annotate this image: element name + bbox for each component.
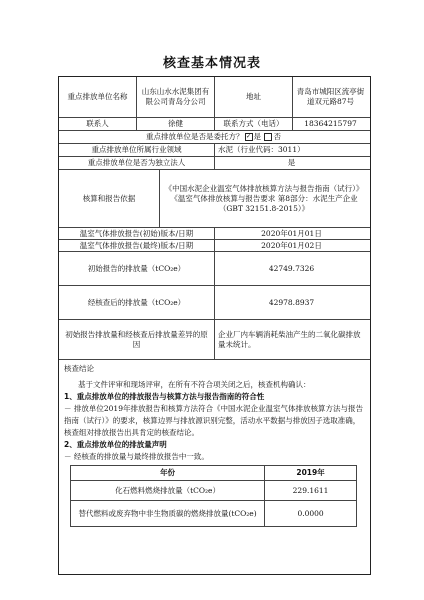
address-label: 地址 <box>214 77 292 117</box>
no-checkbox[interactable] <box>264 133 272 141</box>
legal-value: 是 <box>214 157 368 169</box>
table-row <box>59 227 370 239</box>
contact-label: 联系人 <box>86 119 109 128</box>
alt-fuel-value: 0.0000 <box>264 501 356 526</box>
verified-emission-value: 42978.8937 <box>214 286 368 319</box>
year-header-label: 年份 <box>160 468 176 477</box>
address-value: 青岛市城阳区流亭街道双元路87号 <box>292 77 368 117</box>
table-row <box>59 239 370 251</box>
industry-label: 重点排放单位所属行业领域 <box>91 145 182 154</box>
name-label: 重点排放单位名称 <box>67 92 128 101</box>
table-row <box>71 466 356 480</box>
fossil-fuel-value: 229.1611 <box>264 481 356 500</box>
name-value: 山东山水水泥集团有限公司青岛分公司 <box>136 77 214 117</box>
conclusion-section <box>59 359 370 574</box>
table-row <box>59 143 370 156</box>
page-title: 核查基本情况表 <box>162 56 261 71</box>
table-row <box>59 156 370 169</box>
table-row <box>59 319 370 359</box>
emission-summary-table <box>70 465 357 527</box>
final-date-label: 温室气体排放报告(最终)版本/日期 <box>79 240 194 250</box>
industry-value: 水泥（行业代码：3011） <box>214 144 368 156</box>
section-2-title: 2、重点排放单位的排放量声明 <box>64 440 167 449</box>
yes-label: 是 <box>253 132 262 141</box>
table-row <box>59 251 370 285</box>
year-header-value: 2019年 <box>264 466 356 480</box>
table-row <box>59 169 370 227</box>
table-row <box>59 285 370 319</box>
init-date-label: 温室气体排放报告(初始)版本/日期 <box>79 228 194 238</box>
section-2-body: － 经核查的排放量与最终排放报告中一致。 <box>64 452 209 461</box>
legal-label: 重点排放单位是否为独立法人 <box>87 158 186 167</box>
conclusion-block <box>59 360 368 574</box>
table-row <box>59 130 370 143</box>
table-row <box>59 117 370 130</box>
init-emission-label: 初始报告的排放量（tCO₂e） <box>87 263 186 273</box>
table-row <box>71 500 356 526</box>
diff-label: 初始报告排放量和经核查后排放量差异的原因 <box>65 329 208 349</box>
entrusted-question <box>59 131 368 143</box>
init-date-value: 2020年01月01日 <box>214 228 368 239</box>
yes-checkbox[interactable]: ✓ <box>246 133 252 140</box>
basis-label: 核算和报告依据 <box>82 193 136 203</box>
contact-value: 徐健 <box>136 118 214 130</box>
verified-emission-label: 经核查后的排放量（tCO₂e） <box>87 297 186 307</box>
entrusted-question-text: 重点排放单位是否是委托方？ <box>146 132 244 141</box>
init-emission-value: 42749.7326 <box>214 252 368 285</box>
table-row <box>59 77 370 117</box>
diff-value: 企业厂内车辆消耗柴油产生的二氧化碳排放量未统计。 <box>214 320 368 359</box>
basis-doc-1: 《中国水泥企业温室气体排放核算方法与报告指南（试行）》 <box>164 183 364 193</box>
phone-label: 联系方式（电话） <box>214 118 292 130</box>
final-date-value: 2020年01月02日 <box>214 240 368 251</box>
alt-fuel-label: 替代燃料或废弃物中非生物质碳的燃烧排放量(tCO₂e) <box>78 508 257 518</box>
basis-value <box>159 170 368 227</box>
phone-value: 18364215797 <box>292 118 368 130</box>
conclusion-intro: 基于文件评审和现场评审，在所有不符合项关闭之后，核查机构确认： <box>78 380 311 389</box>
section-1-title: 1、重点排放单位的排放报告与核算方法与报告指南的符合性 <box>64 392 265 401</box>
conclusion-heading: 核查结论 <box>64 364 94 373</box>
fossil-fuel-label: 化石燃料燃烧排放量（tCO₂e） <box>115 485 220 495</box>
section-1-body: － 排放单位2019年排放报告和核算方法符合《中国水泥企业温室气体排放核算方法与报告指南（试行）》的要求，核算边界与排放源识别完整，活动水平数据与排放因子选取准确，核查组对排放报告出具肯定的核查结论。 <box>64 404 363 437</box>
verification-table <box>58 76 371 575</box>
basis-doc-2: 《温室气体排放核算与报告要求 第8部分：水泥生产企业（GBT 32151.8-2015）》 <box>170 193 358 213</box>
table-row <box>71 480 356 500</box>
no-label: 否 <box>273 132 281 141</box>
